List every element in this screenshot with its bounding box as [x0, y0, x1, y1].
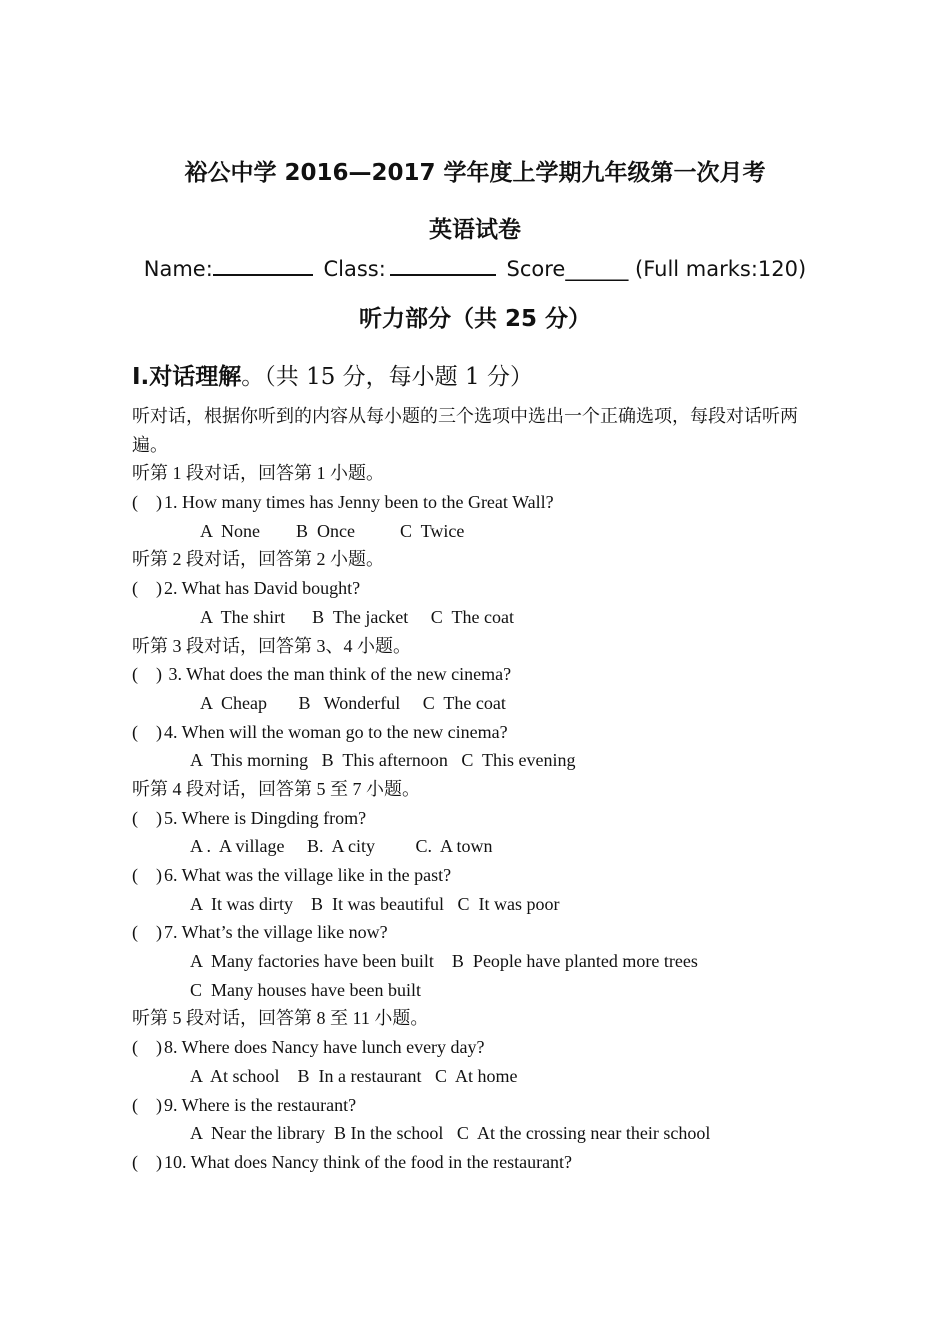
exam-title: 裕公中学 2016—2017 学年度上学期九年级第一次月考 — [184, 160, 766, 186]
question-item — [132, 861, 822, 890]
answer-parens[interactable]: ( ) — [132, 922, 162, 943]
answer-parens[interactable]: ( ) — [132, 865, 162, 886]
question-item — [132, 1148, 822, 1177]
dialogue-instruction: 听第 5 段对话，回答第 8 至 11 小题。 — [132, 1008, 429, 1029]
question-item — [132, 918, 822, 947]
student-info-line — [0, 256, 950, 281]
answer-options: A Many factories have been built B People have planted more trees — [190, 951, 698, 972]
question-text: 2. What has David bought? — [164, 578, 361, 599]
question-text: 10. What does Nancy think of the food in the restaurant? — [164, 1151, 573, 1172]
question-text: 6. What was the village like in the past? — [164, 865, 452, 886]
answer-parens[interactable]: ( ) — [132, 721, 162, 742]
score-label: Score______ — [506, 257, 629, 281]
answer-options: A It was dirty B It was beautiful C It was poor — [190, 893, 560, 914]
answer-parens[interactable]: ( ) — [132, 664, 162, 685]
answer-options: A This morning B This afternoon C This evening — [190, 750, 576, 771]
answer-options: A The shirt B The jacket C The coat — [200, 606, 514, 627]
answer-options: A At school B In a restaurant C At home — [190, 1065, 518, 1086]
part-title: 听力部分（共 25 分） — [358, 306, 592, 332]
answer-options: C Many houses have been built — [190, 979, 421, 1000]
question-text: 9. Where is the restaurant? — [164, 1094, 357, 1115]
answer-options: A Cheap B Wonderful C The coat — [200, 692, 506, 713]
section-numeral: Ⅰ. — [132, 364, 150, 390]
section-title: 对话理解 — [149, 364, 242, 390]
class-label: Class: — [323, 257, 386, 281]
question-text: 3. What does the man think of the new cinema? — [164, 664, 512, 685]
question-item — [132, 1091, 822, 1120]
question-lines — [132, 459, 822, 1176]
question-item — [132, 1033, 822, 1062]
question-item — [132, 574, 822, 603]
answer-parens[interactable]: ( ) — [132, 1094, 162, 1115]
answer-parens[interactable]: ( ) — [132, 1151, 162, 1172]
question-text: 7. What’s the village like now? — [164, 922, 388, 943]
answer-options: A None B Once C Twice — [200, 520, 465, 541]
question-text: 4. When will the woman go to the new cinema? — [164, 721, 508, 742]
class-blank — [390, 256, 496, 276]
question-body — [132, 402, 822, 1177]
name-blank — [213, 256, 313, 276]
question-item — [132, 718, 822, 747]
question-text: 1. How many times has Jenny been to the Great Wall? — [164, 492, 554, 513]
answer-parens[interactable]: ( ) — [132, 1037, 162, 1058]
answer-options: A Near the library B In the school C At the crossing near their school — [190, 1123, 711, 1144]
question-item — [132, 488, 822, 517]
answer-parens[interactable]: ( ) — [132, 492, 162, 513]
section-instruction: 听对话，根据你听到的内容从每小题的三个选项中选出一个正确选项，每段对话听两遍。 — [132, 406, 798, 455]
question-text: 5. Where is Dingding from? — [164, 807, 367, 828]
answer-parens[interactable]: ( ) — [132, 807, 162, 828]
full-marks: (Full marks:120) — [635, 257, 807, 281]
exam-subtitle: 英语试卷 — [429, 217, 521, 243]
dialogue-instruction: 听第 4 段对话，回答第 5 至 7 小题。 — [132, 778, 420, 799]
section-heading — [132, 358, 533, 391]
dialogue-instruction: 听第 2 段对话，回答第 2 小题。 — [132, 549, 384, 570]
dialogue-instruction: 听第 1 段对话，回答第 1 小题。 — [132, 463, 384, 484]
question-item — [132, 804, 822, 833]
question-item — [132, 660, 822, 689]
answer-parens[interactable]: ( ) — [132, 578, 162, 599]
question-text: 8. Where does Nancy have lunch every day? — [164, 1037, 485, 1058]
name-label: Name: — [143, 257, 213, 281]
dialogue-instruction: 听第 3 段对话，回答第 3、4 小题。 — [132, 635, 411, 656]
answer-options: A . A village B. A city C. A town — [190, 836, 493, 857]
section-note: 。（共 15 分，每小题 1 分） — [241, 364, 533, 390]
